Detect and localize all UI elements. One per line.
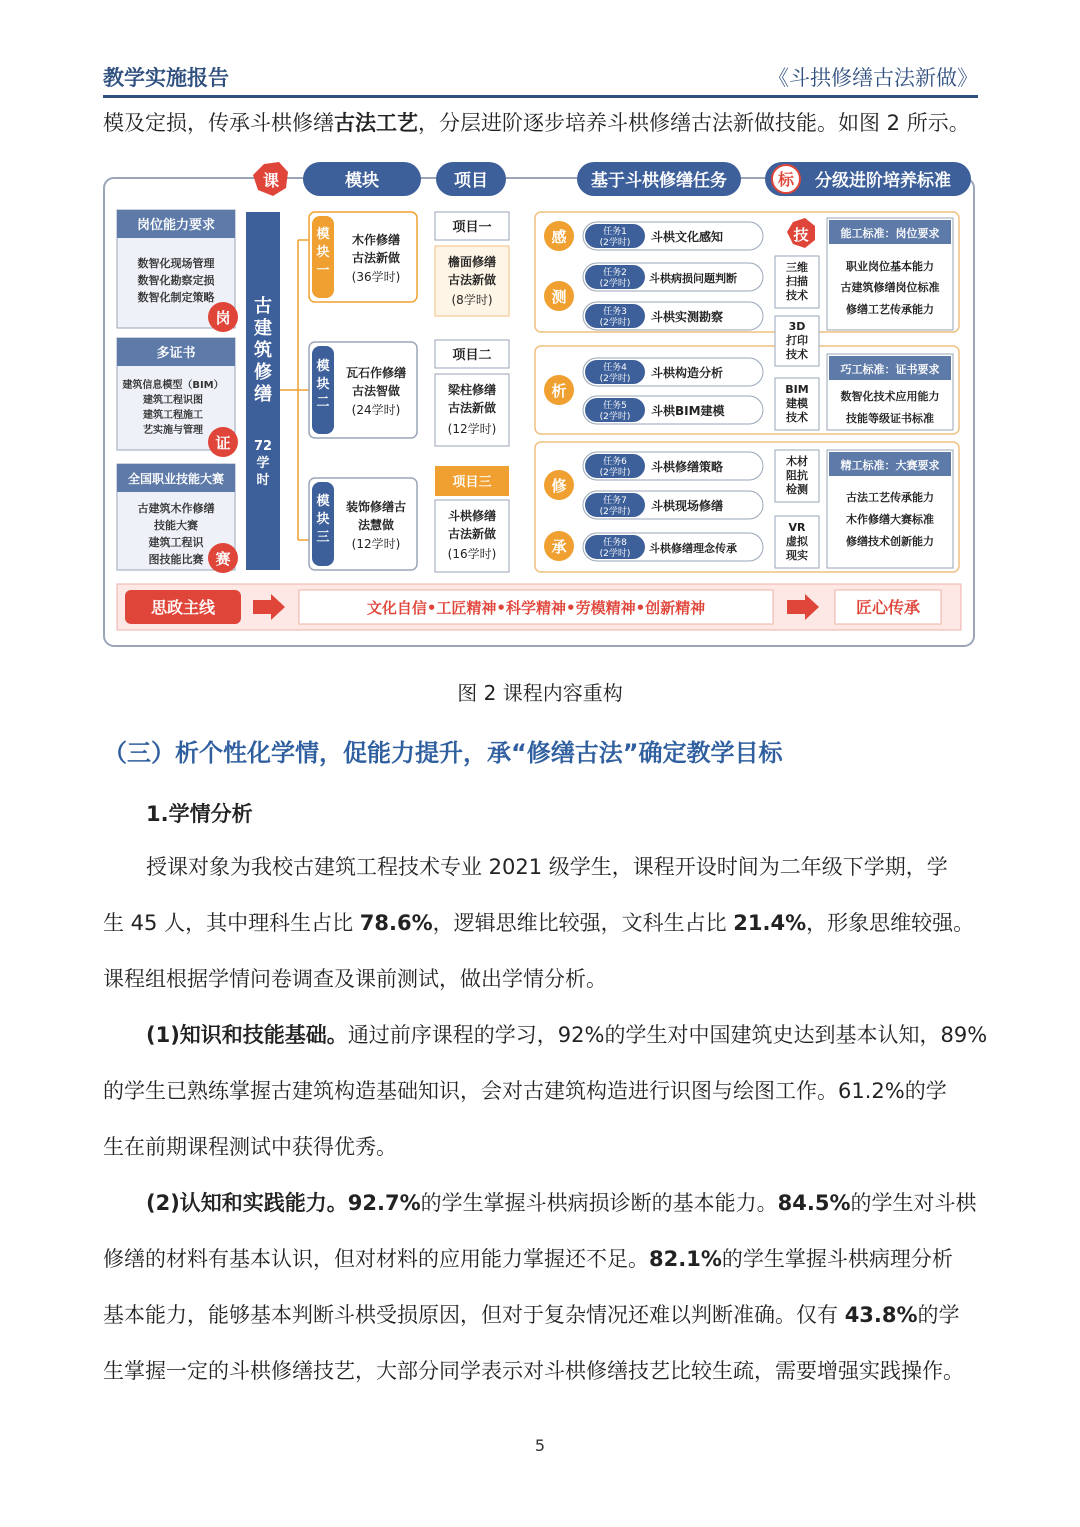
paragraph-line: 的学生已熟练掌握古建筑构造基础知识，会对古建筑构造进行识图与绘图工作。61.2%的学: [103, 1079, 947, 1103]
svg-text:建筑工程识图: 建筑工程识图: [143, 395, 203, 406]
intro-bold: 古法工艺: [334, 111, 418, 135]
svg-text:块: 块: [316, 512, 330, 527]
svg-text:模: 模: [316, 494, 330, 509]
svg-text:技能等级证书标准: 技能等级证书标准: [846, 412, 934, 425]
left-zhengshu-box: [117, 338, 238, 457]
svg-text:检测: 检测: [786, 483, 808, 496]
svg-text:数智化现场管理: 数智化现场管理: [137, 257, 215, 270]
svg-text:学: 学: [256, 456, 270, 471]
svg-text:三维: 三维: [786, 261, 808, 274]
svg-text:3D: 3D: [788, 320, 806, 333]
svg-text:任务5: 任务5: [603, 401, 627, 411]
tech-3: [775, 378, 819, 430]
svg-text:精工标准：大赛要求: 精工标准：大赛要求: [840, 459, 940, 472]
stage-xi: [544, 375, 574, 405]
intro-text-end: ，分层进阶逐步培养斗栱修缮古法新做技能。如图 2 所示。: [418, 111, 970, 135]
svg-text:斗栱现场修缮: 斗栱现场修缮: [651, 499, 724, 513]
svg-text:古: 古: [254, 296, 272, 317]
task-6: [583, 452, 763, 480]
svg-text:(2学时): (2学时): [599, 318, 631, 328]
svg-text:(2学时): (2学时): [599, 279, 631, 289]
svg-text:任务8: 任务8: [603, 538, 627, 548]
svg-text:模: 模: [316, 359, 330, 374]
course-structure-figure: [103, 160, 975, 648]
module-1: [309, 212, 417, 302]
svg-text:多证书: 多证书: [156, 346, 196, 361]
svg-text:古法新做: 古法新做: [447, 527, 497, 541]
svg-text:感: 感: [551, 228, 567, 246]
paragraph-line: 生 45 人，其中理科生占比 78.6%，逻辑思维比较强，文科生占比 21.4%，形象思维较强。: [103, 911, 975, 935]
svg-text:古法新做: 古法新做: [447, 273, 497, 287]
svg-text:VR: VR: [788, 521, 806, 534]
svg-text:(2学时): (2学时): [599, 238, 631, 248]
tech-2: [775, 316, 819, 366]
svg-text:任务7: 任务7: [603, 496, 627, 506]
svg-text:数智化勘察定损: 数智化勘察定损: [137, 274, 215, 287]
paragraph-line: 基本能力，能够基本判断斗栱受损原因，但对于复杂情况还难以判断准确。仅有 43.8%的学: [103, 1303, 960, 1327]
svg-text:斗栱修缮策略: 斗栱修缮策略: [651, 460, 724, 474]
svg-text:现实: 现实: [786, 549, 808, 562]
svg-text:(12学时): (12学时): [447, 422, 497, 436]
svg-text:(16学时): (16学时): [447, 547, 497, 561]
stage-gan: [544, 221, 574, 251]
svg-text:承: 承: [551, 538, 567, 556]
spine-column: [246, 212, 280, 570]
svg-text:建模: 建模: [786, 397, 808, 410]
svg-text:(8学时): (8学时): [451, 293, 493, 307]
section-title: （三）析个性化学情，促能力提升，承“修缮古法”确定教学目标: [103, 739, 783, 767]
svg-text:模块: 模块: [345, 171, 379, 191]
svg-text:任务2: 任务2: [603, 268, 627, 278]
svg-text:修缮技术创新能力: 修缮技术创新能力: [846, 535, 934, 548]
svg-text:分级进阶培养标准: 分级进阶培养标准: [815, 171, 951, 191]
stage-xiu: [544, 470, 574, 500]
svg-text:任务1: 任务1: [603, 227, 627, 237]
svg-text:木作修缮大赛标准: 木作修缮大赛标准: [846, 513, 934, 526]
project-3: [435, 466, 509, 572]
svg-text:建: 建: [254, 318, 272, 339]
svg-text:斗栱文化感知: 斗栱文化感知: [651, 230, 724, 244]
svg-text:(12学时): (12学时): [351, 537, 401, 551]
svg-text:打印: 打印: [786, 334, 808, 347]
task-3: [583, 302, 763, 330]
svg-text:斗栱修缮理念传承: 斗栱修缮理念传承: [649, 542, 737, 555]
paragraph-line: 生掌握一定的斗栱修缮技艺，大部分同学表示对斗栱修缮技艺比较生疏，需要增强实践操作。: [103, 1359, 964, 1383]
badge-renwu: [577, 162, 741, 196]
svg-text:木作修缮: 木作修缮: [351, 233, 401, 247]
svg-text:标: 标: [777, 170, 795, 189]
svg-text:技能大赛: 技能大赛: [154, 519, 198, 532]
paragraph-line: (2)认知和实践能力。92.7%的学生掌握斗栱病损诊断的基本能力。84.5%的学生对斗栱: [146, 1191, 977, 1215]
svg-text:BIM: BIM: [785, 383, 809, 396]
paragraph-line: 修缮的材料有基本认识，但对材料的应用能力掌握还不足。82.1%的学生掌握斗栱病理分析: [103, 1247, 953, 1271]
standard-3: [827, 450, 953, 568]
svg-text:檐面修缮: 檐面修缮: [447, 255, 497, 269]
stage-ce: [544, 281, 574, 311]
project-2: [435, 340, 509, 446]
svg-text:古法工艺传承能力: 古法工艺传承能力: [846, 491, 934, 504]
svg-text:三: 三: [316, 530, 330, 545]
svg-text:基于斗栱修缮任务: 基于斗栱修缮任务: [591, 171, 727, 191]
intro-text: 模及定损，传承斗栱修缮: [103, 111, 334, 135]
svg-text:(24学时): (24学时): [351, 403, 401, 417]
svg-text:法慧做: 法慧做: [357, 518, 395, 532]
svg-text:(2学时): (2学时): [599, 374, 631, 384]
stage-cheng: [544, 531, 574, 561]
badge-mokuai: [303, 162, 421, 196]
tech-5: [775, 516, 819, 568]
svg-text:斗栱构造分析: 斗栱构造分析: [651, 366, 724, 380]
task-8: [583, 533, 763, 561]
svg-text:缮: 缮: [254, 384, 272, 405]
sub-title: 1.学情分析: [146, 802, 253, 826]
svg-text:课: 课: [262, 171, 280, 190]
svg-text:岗: 岗: [215, 309, 231, 327]
svg-text:斗栱BIM建模: 斗栱BIM建模: [651, 404, 725, 418]
svg-text:岗位能力要求: 岗位能力要求: [136, 218, 216, 233]
page-number: 5: [534, 1436, 546, 1455]
paragraph-line: 课程组根据学情问卷调查及课前测试，做出学情分析。: [103, 967, 607, 991]
svg-text:(2学时): (2学时): [599, 412, 631, 422]
paragraph-line: (1)知识和技能基础。通过前序课程的学习，92%的学生对中国建筑史达到基本认知，89%: [146, 1023, 988, 1047]
svg-text:数智化制定策略: 数智化制定策略: [137, 291, 215, 304]
svg-text:技术: 技术: [786, 348, 808, 361]
svg-text:项目三: 项目三: [452, 475, 492, 490]
svg-text:古建筑修缮岗位标准: 古建筑修缮岗位标准: [840, 281, 940, 294]
tech-4: [775, 450, 819, 502]
paragraph-line: 生在前期课程测试中获得优秀。: [103, 1135, 397, 1159]
svg-text:斗栱病损问题判断: 斗栱病损问题判断: [649, 272, 737, 285]
module-3: [309, 478, 417, 570]
task-2: [583, 263, 763, 291]
svg-text:72: 72: [253, 439, 273, 454]
svg-text:巧工标准：证书要求: 巧工标准：证书要求: [840, 363, 940, 376]
header-left-title: 教学实施报告: [103, 66, 229, 90]
svg-text:二: 二: [316, 395, 330, 410]
svg-text:瓦石作修缮: 瓦石作修缮: [345, 366, 407, 380]
intro-paragraph: [103, 109, 978, 137]
task-7: [583, 491, 763, 519]
svg-text:修缮工艺传承能力: 修缮工艺传承能力: [846, 303, 934, 316]
svg-text:时: 时: [256, 473, 270, 488]
svg-text:装饰修缮古: 装饰修缮古: [345, 500, 407, 514]
svg-text:图技能比赛: 图技能比赛: [148, 553, 204, 566]
svg-text:阻抗: 阻抗: [786, 469, 808, 482]
svg-text:斗栱实测勘察: 斗栱实测勘察: [651, 310, 724, 324]
svg-text:文化自信•工匠精神•科学精神•劳模精神•创新精神: 文化自信•工匠精神•科学精神•劳模精神•创新精神: [366, 599, 706, 617]
task-4: [583, 358, 763, 386]
badge-xiangmu: [436, 162, 506, 196]
svg-text:(2学时): (2学时): [599, 549, 631, 559]
svg-text:匠心传承: 匠心传承: [855, 598, 921, 617]
svg-text:任务6: 任务6: [603, 457, 627, 467]
task-1: [583, 222, 763, 250]
svg-text:筑: 筑: [254, 340, 272, 361]
svg-text:古法新做: 古法新做: [447, 401, 497, 415]
svg-text:(2学时): (2学时): [599, 468, 631, 478]
project-1: [435, 212, 509, 316]
tech-1: [775, 256, 819, 308]
svg-text:建筑工程识: 建筑工程识: [148, 536, 204, 549]
bottom-strip: [117, 584, 961, 630]
svg-text:一: 一: [316, 263, 330, 278]
svg-text:梁柱修缮: 梁柱修缮: [447, 383, 497, 397]
svg-text:项目: 项目: [454, 171, 488, 191]
svg-text:思政主线: 思政主线: [150, 598, 216, 617]
svg-text:(36学时): (36学时): [351, 270, 401, 284]
svg-text:扫描: 扫描: [786, 275, 808, 288]
svg-text:任务4: 任务4: [603, 363, 627, 373]
header-right-title: 《斗拱修缮古法新做》: [768, 66, 978, 90]
figure-caption: 图 2 课程内容重构: [457, 681, 623, 705]
left-gangwei-box: [117, 210, 238, 332]
svg-text:古法智做: 古法智做: [351, 384, 401, 398]
svg-text:艺实施与管理: 艺实施与管理: [143, 425, 203, 436]
svg-text:项目二: 项目二: [452, 348, 492, 363]
svg-text:测: 测: [551, 288, 567, 306]
svg-text:建筑工程施工: 建筑工程施工: [143, 410, 203, 421]
left-dasai-box: [117, 464, 238, 573]
paragraph-line: 授课对象为我校古建筑工程技术专业 2021 级学生，课程开设时间为二年级下学期，学: [146, 855, 948, 879]
svg-text:析: 析: [551, 382, 567, 400]
svg-text:数智化技术应用能力: 数智化技术应用能力: [840, 390, 940, 403]
svg-text:证: 证: [215, 434, 231, 452]
svg-text:能工标准：岗位要求: 能工标准：岗位要求: [840, 227, 940, 240]
svg-text:模: 模: [316, 227, 330, 242]
svg-text:全国职业技能大赛: 全国职业技能大赛: [127, 472, 225, 486]
svg-text:古法新做: 古法新做: [351, 251, 401, 265]
svg-text:技术: 技术: [786, 289, 808, 302]
svg-text:(2学时): (2学时): [599, 507, 631, 517]
badge-biaozhun: [765, 162, 971, 196]
module-2: [309, 342, 417, 438]
standard-1: [827, 218, 953, 330]
svg-text:块: 块: [316, 245, 330, 260]
task-5: [583, 396, 763, 424]
svg-text:技术: 技术: [786, 411, 808, 424]
svg-text:斗栱修缮: 斗栱修缮: [447, 509, 497, 523]
svg-text:修: 修: [551, 477, 567, 495]
svg-text:技: 技: [793, 226, 809, 244]
svg-text:项目一: 项目一: [452, 220, 492, 235]
svg-text:建筑信息模型（BIM）: 建筑信息模型（BIM）: [122, 380, 224, 391]
page-header: [103, 58, 978, 98]
svg-text:木材: 木材: [786, 455, 808, 468]
svg-text:赛: 赛: [215, 550, 231, 568]
svg-text:任务3: 任务3: [603, 307, 627, 317]
svg-text:块: 块: [316, 377, 330, 392]
svg-text:修: 修: [254, 362, 272, 383]
standard-2: [827, 354, 953, 430]
svg-text:职业岗位基本能力: 职业岗位基本能力: [846, 260, 934, 273]
svg-text:虚拟: 虚拟: [786, 535, 808, 548]
svg-text:古建筑木作修缮: 古建筑木作修缮: [137, 502, 215, 515]
